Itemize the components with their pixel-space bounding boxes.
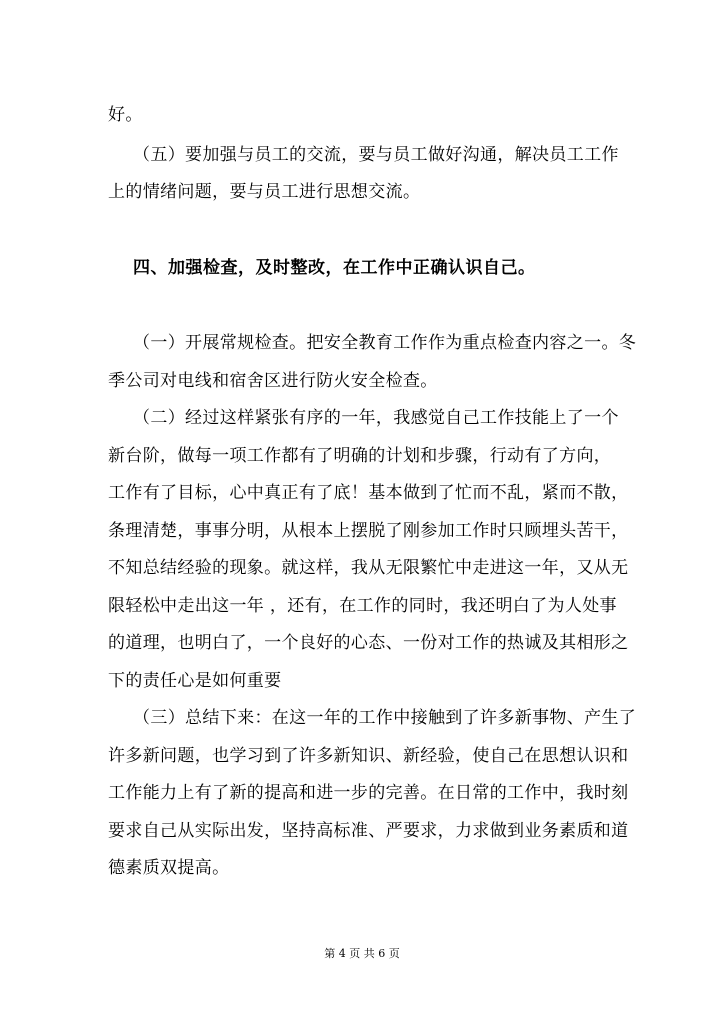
page-footer: 第 4 页 共 6 页 [324, 947, 400, 960]
paragraph-line: （三）总结下来：在这一年的工作中接触到了许多新事物、产生了 [133, 708, 637, 728]
paragraph-line: （一）开展常规检查。把安全教育工作作为重点检查内容之一。冬 [133, 333, 637, 353]
paragraph-line: 德素质双提高。 [108, 858, 230, 878]
paragraph-line: 的道理，也明白了，一个良好的心态、一份对工作的热诚及其相形之 [108, 633, 629, 653]
paragraph-line: （五）要加强与员工的交流，要与员工做好沟通，解决员工工作 [133, 145, 619, 165]
section-heading: 四、加强检查，及时整改，在工作中正确认识自己。 [133, 258, 536, 278]
paragraph-line: 工作有了目标，心中真正有了底！基本做到了忙而不乱，紧而不散， [108, 483, 629, 503]
paragraph-line: 不知总结经验的现象。就这样，我从无限繁忙中走进这一年，又从无 [108, 558, 629, 578]
paragraph-line: 新台阶，做每一项工作都有了明确的计划和步骤，行动有了方向， [108, 446, 612, 466]
paragraph-line: 限轻松中走出这一年 ，还有，在工作的同时，我还明白了为人处事 [108, 596, 617, 616]
paragraph-line: 工作能力上有了新的提高和进一步的完善。在日常的工作中，我时刻 [108, 783, 629, 803]
paragraph-line: 季公司对电线和宿舍区进行防火安全检查。 [108, 371, 438, 391]
paragraph-line: 要求自己从实际出发，坚持高标准、严要求，力求做到业务素质和道 [108, 821, 629, 841]
paragraph-line: 下的责任心是如何重要 [108, 671, 282, 691]
paragraph-line: 好。 [108, 105, 143, 125]
paragraph-line: 上的情绪问题，要与员工进行思想交流。 [108, 182, 421, 202]
paragraph-line: 许多新问题，也学习到了许多新知识、新经验，使自己在思想认识和 [108, 746, 629, 766]
paragraph-line: （二）经过这样紧张有序的一年，我感觉自己工作技能上了一个 [133, 408, 619, 428]
paragraph-line: 条理清楚，事事分明，从根本上摆脱了刚参加工作时只顾埋头苦干， [108, 521, 629, 541]
